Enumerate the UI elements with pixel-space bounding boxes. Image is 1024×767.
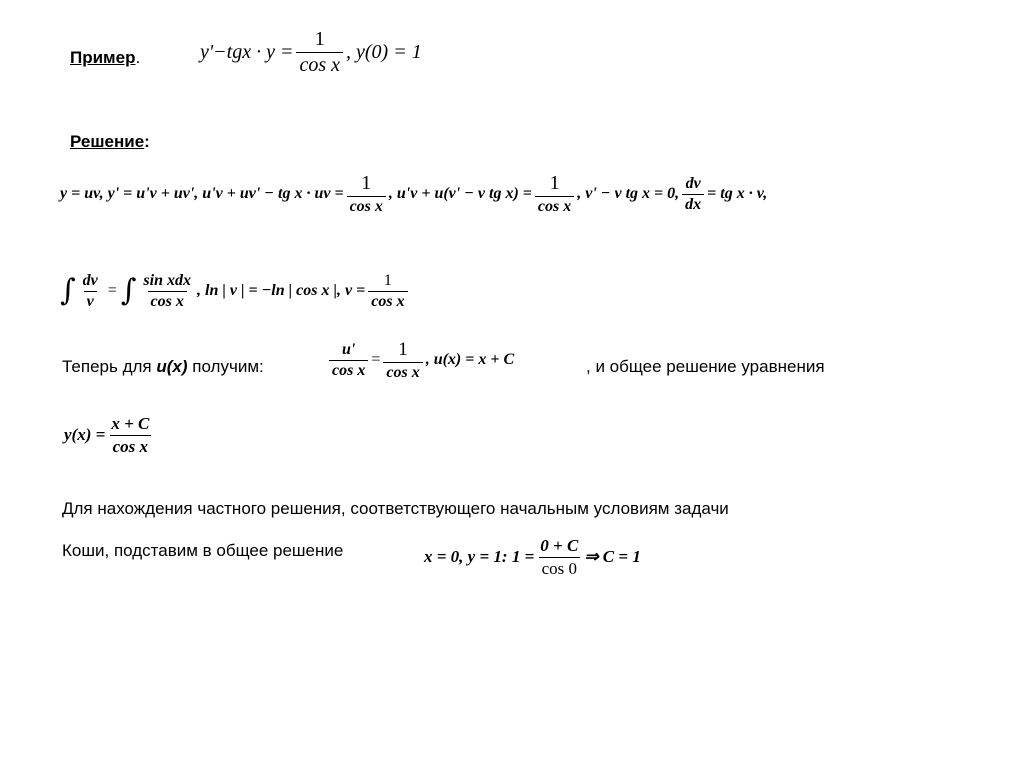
example-eq-tail: , y(0) = 1 — [346, 41, 422, 63]
line2-fraction-1 — [80, 272, 101, 311]
example-heading — [70, 48, 140, 68]
u-text-after: получим: — [187, 357, 264, 376]
line2-fraction-2 — [140, 272, 194, 311]
example-eq-fraction — [296, 28, 343, 77]
example-eq-lhs: y'−tgx · y = — [200, 41, 294, 63]
partial-eq-num: 0 + C — [540, 535, 579, 555]
line1-part-2: , u'v + u(v' − v tg x) = — [388, 185, 532, 202]
line2-f3-num: 1 — [383, 271, 392, 289]
general-lhs: y(x) = — [64, 425, 106, 444]
partial-text-line-1: Для нахождения частного решения, соответствующего начальным условиям задачи — [62, 499, 729, 518]
u-eq-part-1: , u(x) = x + C — [425, 351, 515, 368]
u-equation — [326, 330, 514, 390]
solution-line-1 — [60, 158, 910, 230]
line1-part-1: y = uv, y' = u'v + uv', u'v + uv' − tg x · uv = — [60, 185, 344, 202]
line1-part-3: , v' − v tg x = 0, — [577, 185, 680, 202]
partial-eq-part-2: ⇒ C = 1 — [584, 547, 641, 566]
solution-label: Решение — [70, 132, 145, 151]
line1-f1-num: 1 — [361, 172, 372, 194]
example-eq-num: 1 — [314, 28, 325, 50]
partial-eq-part-1: x = 0, y = 1: 1 = — [424, 547, 535, 566]
line1-fraction-3 — [682, 175, 704, 214]
u-eq-fraction-1 — [329, 341, 368, 380]
general-solution — [64, 405, 155, 465]
solution-colon: : — [144, 132, 150, 151]
line2-eq: = — [107, 282, 117, 299]
u-eq-f1-num: u' — [341, 340, 356, 358]
solution-line-2 — [60, 262, 411, 320]
u-eq-f2-den: cos x — [383, 362, 422, 382]
partial-equation — [424, 527, 641, 587]
line1-part-4: = tg x · v, — [707, 185, 768, 202]
integral-sign-1: ∫ — [60, 273, 76, 308]
general-den: cos x — [110, 435, 151, 457]
u-sentence-start — [62, 357, 264, 377]
line1-f3-den: dx — [682, 194, 704, 214]
example-eq-den: cos x — [296, 52, 343, 77]
u-eq-f1-den: cos x — [329, 360, 368, 380]
line2-f1-num: dv — [82, 271, 98, 289]
line2-f2-den: cos x — [148, 291, 187, 311]
example-equation — [200, 28, 422, 77]
line1-f3-num: dv — [685, 174, 701, 192]
line1-fraction-1 — [347, 172, 386, 216]
u-eq-fraction-2 — [383, 339, 422, 382]
line1-f2-num: 1 — [549, 172, 560, 194]
line1-f2-den: cos x — [535, 196, 574, 216]
line2-part-1: , ln | v | = −ln | cos x |, v = — [197, 282, 366, 299]
line2-fraction-3 — [368, 272, 407, 311]
line2-f1-den: v — [84, 291, 97, 311]
general-fraction — [108, 414, 152, 457]
line2-f3-den: cos x — [368, 291, 407, 311]
u-text-var: u(x) — [156, 357, 188, 376]
partial-eq-den: cos 0 — [539, 557, 580, 579]
u-eq-eq: = — [371, 351, 381, 368]
line1-f1-den: cos x — [347, 196, 386, 216]
solution-heading — [70, 132, 150, 152]
u-eq-f2-num: 1 — [398, 338, 408, 360]
partial-text-line-2: Коши, подставим в общее решение — [62, 541, 344, 560]
u-sentence-suffix: , и общее решение уравнения — [586, 357, 825, 376]
general-num: x + C — [111, 413, 150, 433]
u-text-before: Теперь для — [62, 357, 157, 376]
example-label: Пример — [70, 48, 136, 67]
partial-eq-fraction — [537, 536, 581, 579]
example-dot: . — [135, 48, 141, 67]
line1-fraction-2 — [535, 172, 574, 216]
line2-f2-num: sin xdx — [143, 271, 191, 289]
integral-sign-2: ∫ — [120, 273, 137, 308]
